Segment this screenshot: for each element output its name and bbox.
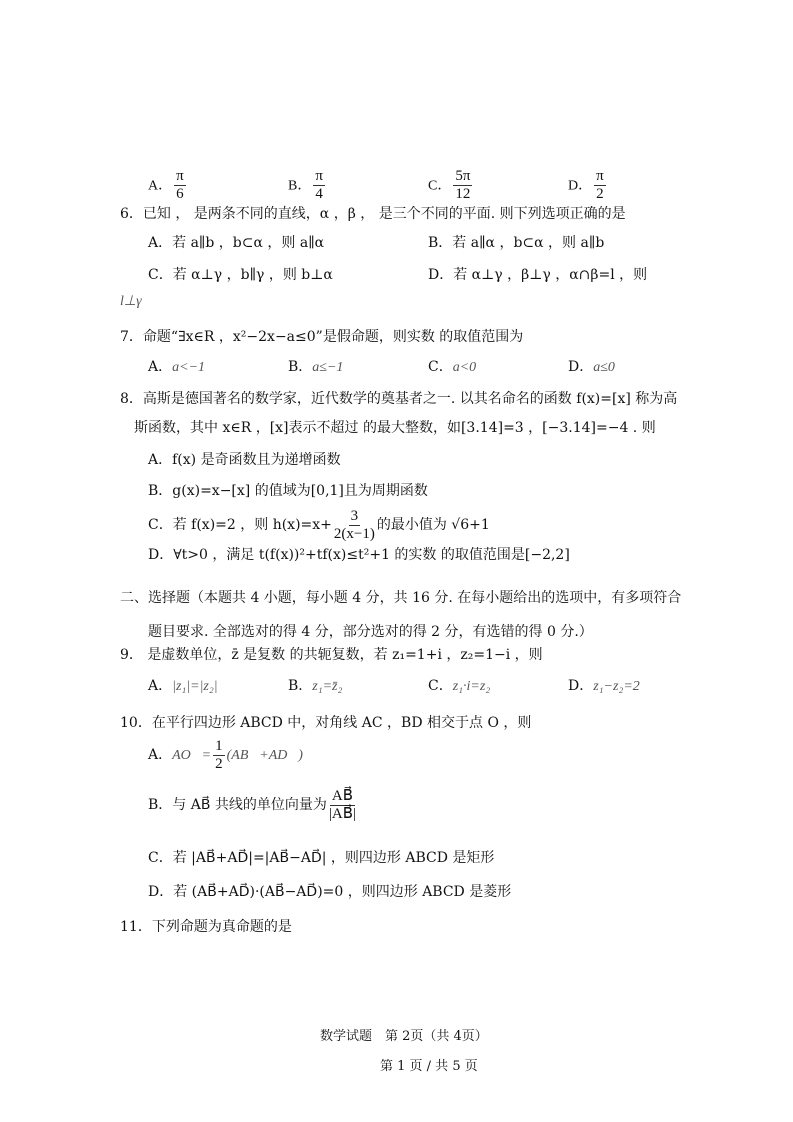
option-label: B．: [148, 797, 173, 813]
option-label: D．: [148, 884, 174, 900]
option-text: z₁−z₂=2: [593, 679, 640, 694]
option-text: 若 α⊥γ ，b∥γ ，则 b⊥α: [172, 267, 333, 283]
fraction: [174, 168, 186, 203]
option-label: C．: [428, 178, 452, 194]
option-text: f(x) 是奇函数且为递增函数: [172, 452, 341, 468]
q8-option-c: [148, 507, 490, 543]
option-label: A．: [148, 747, 173, 763]
option-label: D．: [568, 178, 593, 194]
q6-option-d-continued: l⊥γ: [120, 294, 142, 309]
option-text: 与 AB⃗ 共线的单位向量为: [172, 797, 327, 813]
exam-footer: 数学试题 第 2页（共 4页）: [320, 1029, 488, 1044]
option-label: D．: [148, 547, 174, 563]
option-text: g(x)=x−[x] 的值域为[0,1]且为周期函数: [172, 483, 428, 499]
fraction: [313, 168, 325, 203]
fraction: [213, 738, 225, 773]
denominator: 4: [315, 186, 323, 202]
q7-option-b: [288, 357, 343, 378]
option-label: C．: [428, 359, 453, 375]
q9-option-a: [148, 676, 218, 697]
q8-option-d: [148, 545, 570, 565]
q6-option-c: [148, 265, 333, 285]
q7-stem: 7．命题“∃x∈R ，x²−2x−a≤0”是假命题，则实数 的取值范围为: [120, 329, 524, 345]
q10-option-a: [148, 737, 303, 774]
option-label: B．: [288, 359, 313, 375]
option-text: 的最小值为 √6+1: [376, 517, 490, 533]
q7-option-a: [148, 357, 205, 378]
q5-option-d: [568, 168, 608, 203]
option-label: A．: [148, 678, 173, 694]
option-label: B．: [428, 235, 453, 251]
q9-option-c: [428, 676, 490, 697]
q9-stem: 9． 是虚数单位，z̄ 是复数 的共轭复数，若 z₁=1+i ，z₂=1−i ，则: [120, 647, 543, 663]
q6-stem: 6．已知 ， 是两条不同的直线，α ，β ， 是三个不同的平面. 则下列选项正确的是: [120, 206, 626, 222]
fraction: [329, 788, 356, 823]
option-label: B．: [288, 178, 312, 194]
denominator: |AB⃗|: [328, 805, 357, 822]
option-text: a<−1: [172, 360, 206, 375]
option-label: C．: [148, 517, 173, 533]
option-text: 若 α⊥γ ，β⊥γ ，α∩β=l ，则: [453, 267, 648, 283]
denominator: 6: [176, 186, 184, 202]
numerator: 1: [215, 737, 223, 754]
q5-option-c: [428, 168, 474, 203]
q7-option-d: [568, 357, 615, 378]
option-text: a≤0: [593, 360, 615, 375]
option-label: B．: [288, 678, 313, 694]
q10-option-b: [148, 787, 358, 823]
option-text: a≤−1: [312, 360, 344, 375]
option-text: |z₁|=|z₂|: [172, 679, 218, 694]
numerator: AB⃗: [331, 787, 354, 804]
section-2-instructions: 题目要求. 全部选对的得 4 分，部分选对的得 2 分，有选错的得 0 分.）: [148, 624, 593, 640]
option-text: 若 |AB⃗+AD⃗|=|AB⃗−AD⃗| ，则四边形 ABCD 是矩形: [172, 850, 495, 866]
option-text: 若 f(x)=2 ，则 h(x)=x+: [172, 517, 332, 533]
q8-option-b: [148, 481, 428, 501]
q6-option-a: [148, 233, 324, 253]
q6-option-b: [428, 233, 604, 253]
option-text: AO⃗=: [172, 748, 212, 763]
numerator: π: [315, 168, 323, 184]
option-label: C．: [148, 267, 173, 283]
option-label: A．: [148, 452, 173, 468]
denominator: 12: [455, 186, 471, 202]
option-text: 若 (AB⃗+AD⃗)·(AB⃗−AD⃗)=0 ，则四边形 ABCD 是菱形: [173, 884, 512, 900]
q9-option-b: [288, 676, 342, 697]
q10-stem: 10．在平行四边形 ABCD 中，对角线 AC ，BD 相交于点 O ，则: [120, 715, 532, 731]
q6-option-d: [428, 265, 647, 285]
option-label: D．: [568, 359, 594, 375]
numerator: π: [596, 168, 604, 184]
page-number: 第 1 页 / 共 5 页: [380, 1059, 478, 1074]
option-label: D．: [428, 267, 454, 283]
q8-option-a: [148, 450, 341, 470]
numerator: π: [176, 168, 184, 184]
denominator: 2(x−1): [333, 525, 375, 542]
numerator: 5π: [455, 168, 471, 184]
option-text: 若 a∥α ，b⊂α ，则 a∥b: [452, 235, 605, 251]
q5-option-a: [148, 168, 188, 203]
q11-stem: 11．下列命题为真命题的是: [120, 919, 292, 935]
option-text: ∀t>0 ，满足 t(f(x))²+tf(x)≤t²+1 的实数 的取值范围是[−2,2]: [173, 547, 570, 563]
option-label: A．: [148, 359, 173, 375]
option-text: a<0: [452, 360, 477, 375]
option-text: z₁=z̄₂: [312, 679, 343, 694]
fraction: [334, 508, 375, 543]
denominator: 2: [596, 186, 604, 202]
option-label: D．: [568, 678, 594, 694]
fraction: [453, 168, 472, 203]
q8-stem-line2: 斯函数，其中 x∈R ，[x]表示不超过 的最大整数，如[3.14]=3 ，[−3.14]=−4 . 则: [134, 420, 656, 436]
option-text: 若 a∥b ，b⊂α ，则 a∥α: [172, 235, 325, 251]
q10-option-d: [148, 882, 511, 902]
q10-option-c: [148, 848, 494, 868]
section-2-heading: 二、选择题（本题共 4 小题，每小题 4 分，共 16 分. 在每小题给出的选项中，有多项符合: [120, 590, 682, 606]
q8-stem-line1: 8．高斯是德国著名的数学家，近代数学的奠基者之一. 以其名命名的函数 f(x)=[x] 称为高: [120, 391, 678, 407]
option-text: (AB⃗+AD⃗): [226, 748, 303, 763]
q7-option-c: [428, 357, 476, 378]
fraction: [594, 168, 606, 203]
option-label: A．: [148, 178, 173, 194]
option-label: B．: [148, 483, 173, 499]
q5-option-b: [288, 168, 327, 203]
denominator: 2: [215, 755, 223, 772]
numerator: 3: [350, 507, 359, 524]
q9-option-d: [568, 676, 640, 697]
option-label: C．: [148, 850, 173, 866]
option-label: C．: [428, 678, 453, 694]
option-text: z₁·i=z₂: [452, 679, 491, 694]
option-label: A．: [148, 235, 173, 251]
